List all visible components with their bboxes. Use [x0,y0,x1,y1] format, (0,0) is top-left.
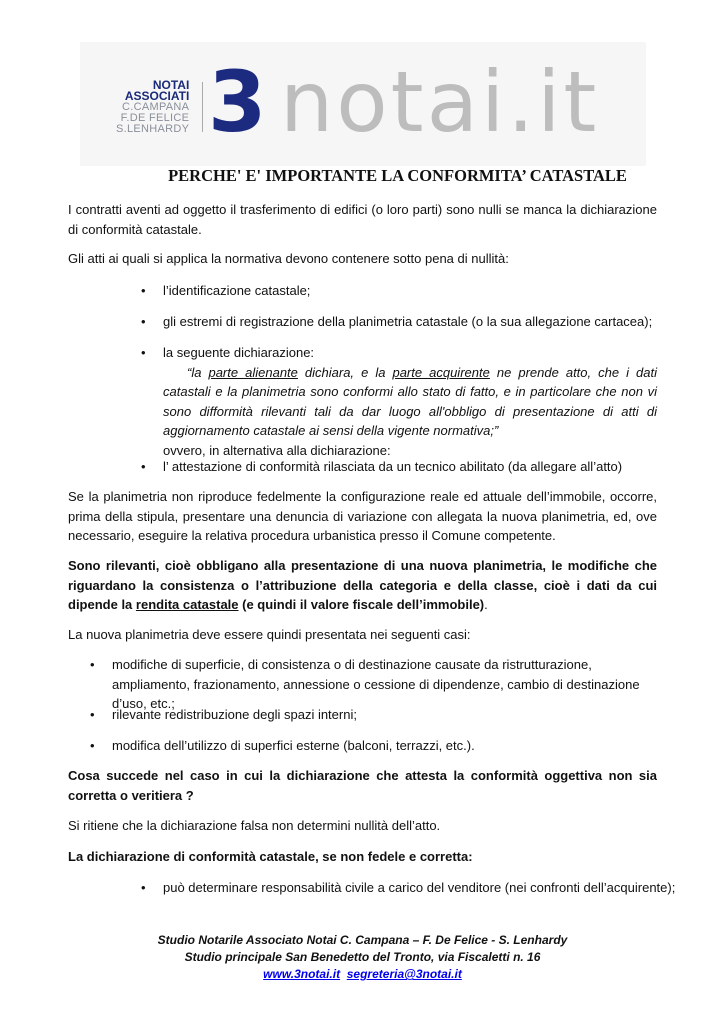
bullet-icon: • [141,345,146,360]
bold-text: Sono rilevanti, cioè obbligano alla presentazione di una nuova planimetria, le modifiche che riguardano la consistenza o l’attribuzione della categoria e della classe, cioè i dati da cui dipende la [68,558,657,612]
declaration-quote [163,363,657,441]
logo-divider [202,82,203,132]
paragraph-bold [68,556,657,615]
underlined-term: rendita catastale [135,597,239,612]
list-item-text: modifiche di superficie, di consistenza o di destinazione causate da ristrutturazione, ampliamento, frazionamento, annessione o cessione di dipendenze, cambio di destinazione d’uso, etc.; [112,657,640,711]
logo-line: C.CAMPANA [122,101,190,113]
paragraph: Si ritiene che la dichiarazione falsa non determini nullità dell’atto. [68,818,441,833]
footer-links [0,966,725,983]
logo-text-block [116,80,189,135]
page-title: PERCHE' E' IMPORTANTE LA CONFORMITA’ CATASTALE [168,166,627,185]
footer-line: Studio Notarile Associato Notai C. Campana – F. De Felice - S. Lenhardy [157,933,568,947]
quote-text: “la [187,364,209,380]
list-item [141,312,653,332]
list-item-text: l’identificazione catastale; [163,283,311,298]
logo-banner [80,42,646,166]
website-link[interactable]: www.3notai.it [263,967,341,981]
logo-line: ASSOCIATI [124,89,190,103]
paragraph-bold: La dichiarazione di conformità catastale, se non fedele e corretta: [68,849,473,864]
list-item-text: rilevante redistribuzione degli spazi interni; [112,707,357,722]
list-item-text: può determinare responsabilità civile a carico del venditore (nei confronti dell’acquirente); [163,880,676,895]
list-item-text: gli estremi di registrazione della planimetria catastale (o la sua allegazione cartacea); [163,314,653,329]
logo-mark: 3 [208,53,267,151]
list-item [141,878,676,898]
list-item [141,343,658,460]
paragraph-bold: Cosa succede nel caso in cui la dichiarazione che attesta la conformità oggettiva non sia corretta o veritiera ? [68,768,657,803]
quote-text: ne prende atto, che i dati catastali e la planimetria sono conformi allo stato di fatto, e in particolare che non vi sono difformità rilevanti tali da dar luogo all'obbligo di presentazione di atti di aggiornamento catastale ai sensi della vigente normativa;” [163,364,658,438]
bullet-icon: • [141,880,146,895]
period: . [484,597,488,612]
quote-underlined: parte acquirente [392,364,490,380]
list-item-text: l’ attestazione di conformità rilasciata da un tecnico abilitato (da allegare all’atto) [163,459,623,474]
bullet-icon: • [90,707,95,722]
email-link[interactable]: segreteria@3notai.it [346,967,462,981]
quote-underlined: parte alienante [208,364,298,380]
paragraph: Gli atti ai quali si applica la normativa devono contenere sotto pena di nullità: [68,251,509,266]
quote-text: dichiara, e la [297,364,393,380]
list-item [90,736,475,756]
footer-line: Studio principale San Benedetto del Tronto, via Fiscaletti n. 16 [184,950,541,964]
list-item [141,457,623,477]
logo-line: S.LENHARDY [116,123,190,135]
list-item [90,705,357,725]
logo-wordmark: notai.it [280,53,600,151]
alternative-text: ovvero, in alternativa alla dichiarazione: [163,442,391,458]
bullet-icon: • [90,657,95,672]
list-item [141,281,311,301]
paragraph: Se la planimetria non riproduce fedelmente la configurazione reale ed attuale dell’immobile, occorre, prima della stipula, presentare una denuncia di variazione con allegata la nuova planimetria, ed, ove necessario, eseguire la relativa procedura urbanistica presso il Comune competente. [68,489,657,543]
bullet-icon: • [141,314,146,329]
bullet-icon: • [141,459,146,474]
bullet-icon: • [141,283,146,298]
bullet-icon: • [90,738,95,753]
paragraph: I contratti aventi ad oggetto il trasferimento di edifici (o loro parti) sono nulli se manca la dichiarazione di conformità catastale. [68,202,657,237]
paragraph: La nuova planimetria deve essere quindi presentata nei seguenti casi: [68,627,471,642]
footer [0,932,725,983]
logo-line: NOTAI [152,78,190,92]
logo-line: F.DE FELICE [120,112,190,124]
list-item-text: la seguente dichiarazione: [163,345,315,360]
bold-text: (e quindi il valore fiscale dell’immobile) [238,597,485,612]
list-item-text: modifica dell’utilizzo di superfici esterne (balconi, terrazzi, etc.). [112,738,475,753]
